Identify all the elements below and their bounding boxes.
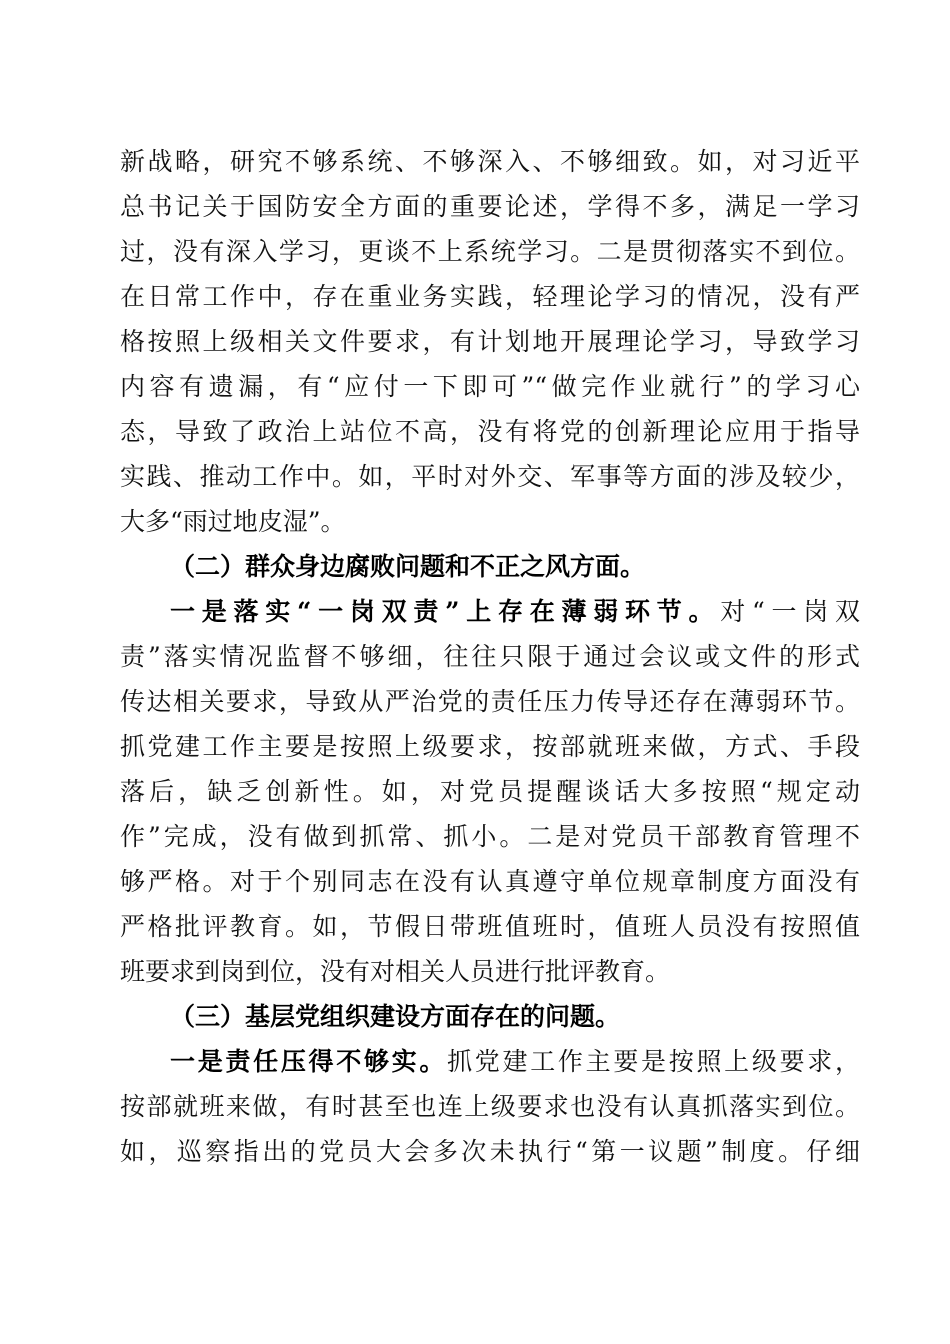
paragraph-line: 态，导致了政治上站位不高，没有将党的创新理论应用于指导 [120,417,860,446]
paragraph-line: 严格批评教育。如，节假日带班值班时，值班人员没有按照值 [120,912,860,941]
paragraph-line: 按部就班来做，有时甚至也连上级要求也没有认真抓落实到位。 [120,1092,860,1121]
section-heading: （二）群众身边腐败问题和不正之风方面。 [170,552,646,581]
paragraph-line: 过，没有深入学习，更谈不上系统学习。二是贯彻落实不到位。 [120,237,860,266]
paragraph-line: 实践、推动工作中。如，平时对外交、军事等方面的涉及较少， [120,462,860,491]
section-heading: （三）基层党组织建设方面存在的问题。 [170,1002,621,1031]
paragraph-line: 落后，缺乏创新性。如，对党员提醒谈话大多按照“规定动 [120,777,860,806]
paragraph-line: 大多“雨过地皮湿”。 [120,507,346,536]
paragraph-line: 新战略，研究不够系统、不够深入、不够细致。如，对习近平 [120,147,860,176]
paragraph-line: 格按照上级相关文件要求，有计划地开展理论学习，导致学习 [120,327,860,356]
paragraph-text: 抓党建工作主要是按照上级要求， [447,1047,860,1076]
paragraph-first-line [170,590,860,634]
key-point-bold: 一是落实“一岗双责”上存在薄弱环节。 [170,597,721,626]
paragraph-line: 班要求到岗到位，没有对相关人员进行批评教育。 [120,957,671,986]
paragraph-line: 传达相关要求，导致从严治党的责任压力传导还存在薄弱环节。 [120,687,860,716]
paragraph-line: 作”完成，没有做到抓常、抓小。二是对党员干部教育管理不 [120,822,860,851]
paragraph-line: 抓党建工作主要是按照上级要求，按部就班来做，方式、手段 [120,732,860,761]
paragraph-line: 内容有遗漏，有“应付一下即可”“做完作业就行”的学习心 [120,372,860,401]
key-point-bold: 一是责任压得不够实。 [170,1047,448,1076]
paragraph-first-line [170,1040,860,1084]
paragraph-line: 如，巡察指出的党员大会多次未执行“第一议题”制度。仔细 [120,1137,860,1166]
paragraph-line: 在日常工作中，存在重业务实践，轻理论学习的情况，没有严 [120,282,860,311]
paragraph-line: 够严格。对于个别同志在没有认真遵守单位规章制度方面没有 [120,867,860,896]
paragraph-line: 总书记关于国防安全方面的重要论述，学得不多，满足一学习 [120,192,860,221]
paragraph-line: 责”落实情况监督不够细，往往只限于通过会议或文件的形式 [120,642,860,671]
paragraph-text: 对“一岗双 [720,597,861,626]
